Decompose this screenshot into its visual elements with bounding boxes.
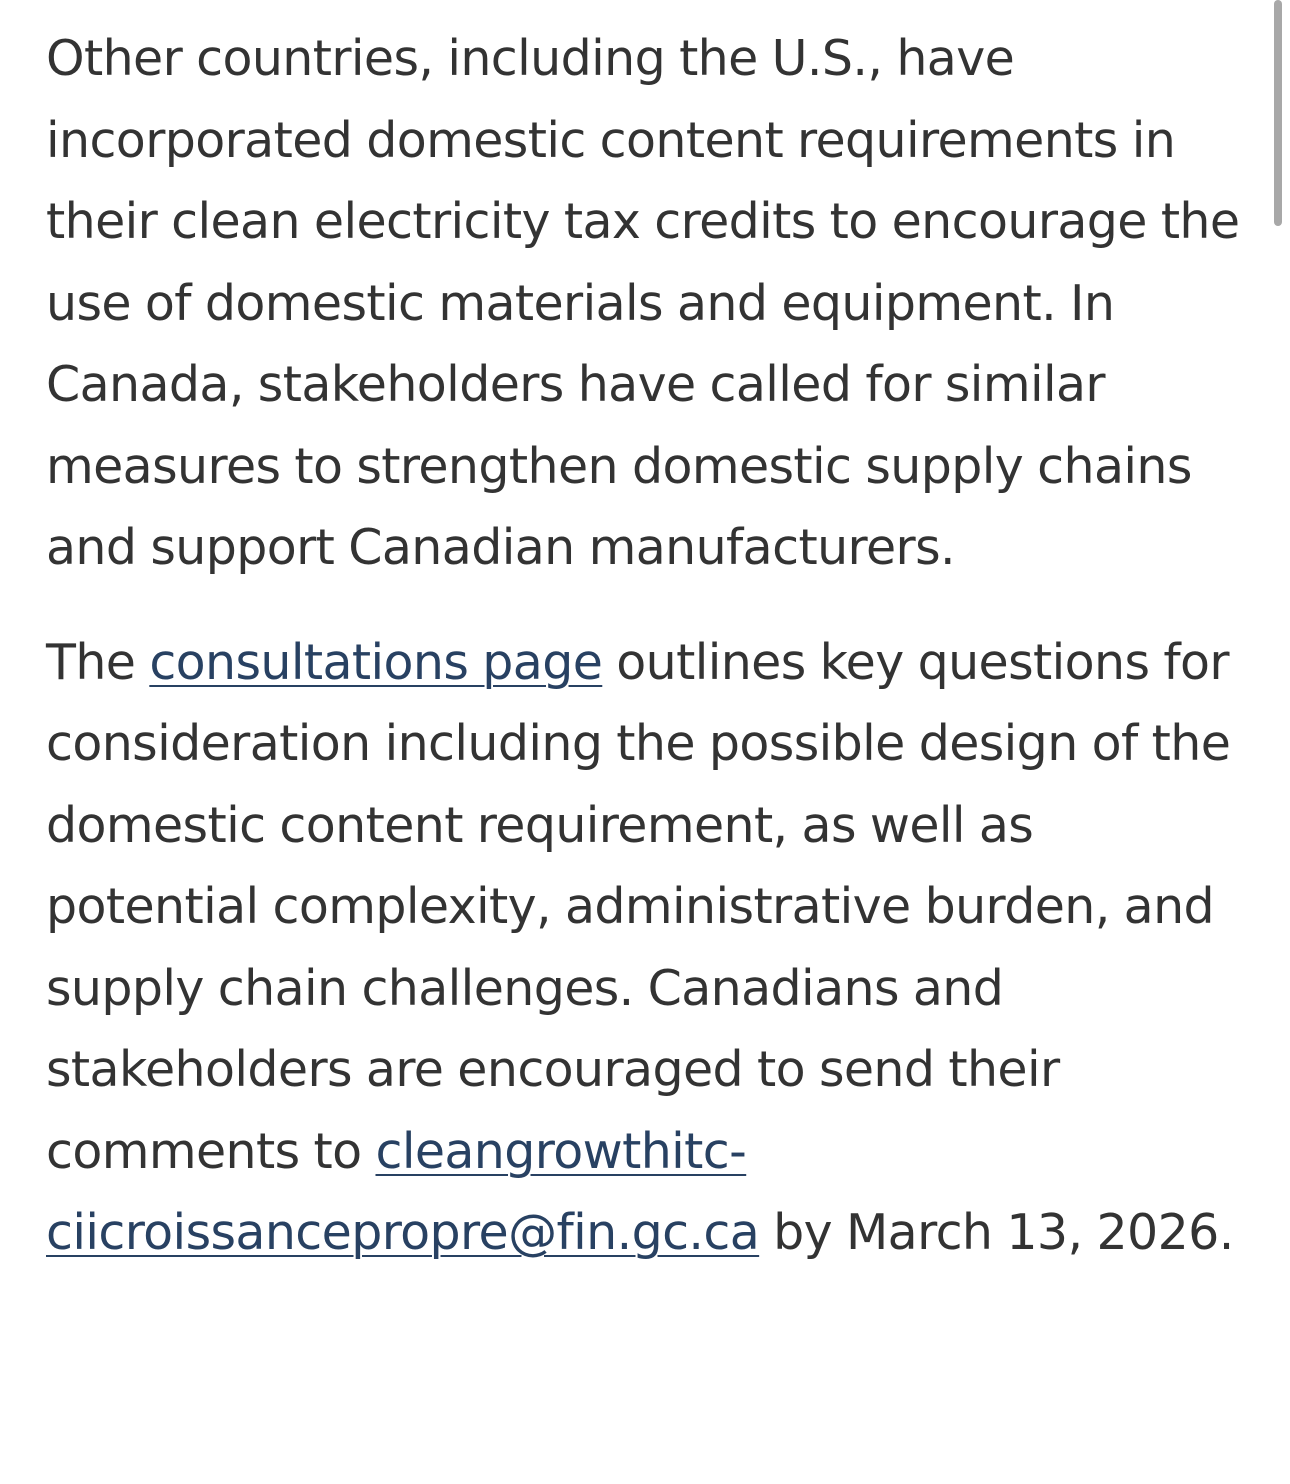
paragraph-consultations — [46, 622, 1242, 1274]
paragraph-text-intro: The — [46, 633, 150, 691]
scrollbar-thumb[interactable] — [1274, 0, 1282, 226]
paragraph-text-body: outlines key questions for consideration including the possible design of the domestic content requirement, as well as potential complexity, administrative burden, and supply chain challenges. Canadians and stakeholders are encouraged to send their comments to — [46, 633, 1231, 1180]
consultations-page-link[interactable]: consultations page — [149, 633, 603, 691]
paragraph-domestic-content — [46, 18, 1242, 589]
article-body — [46, 18, 1242, 1274]
paragraph-text-deadline: by March 13, 2026. — [759, 1204, 1234, 1261]
paragraph-text: Other countries, including the U.S., have incorporated domestic content requirements in their clean electricity tax credits to encourage the use of domestic materials and equipment. In Canada, stakeholders have called for similar measures to strengthen domestic supply chains and support Canadian manufacturers. — [46, 30, 1240, 576]
email-link-part1: cleangrowthitc- — [375, 1122, 747, 1180]
email-link-part2: ciicroissancepropre@fin.gc.ca — [46, 1204, 760, 1261]
